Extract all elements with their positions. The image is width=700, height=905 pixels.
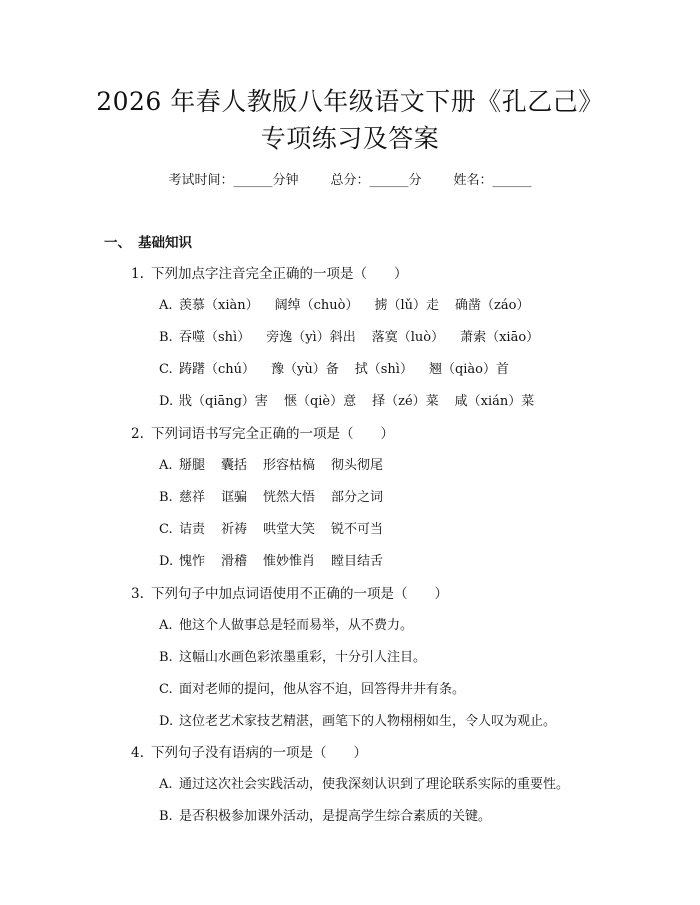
option-word: 诘责 (179, 522, 206, 537)
option-word: 愧怍 (179, 554, 206, 569)
question-1-option-b (159, 326, 555, 345)
option-word: 择（zé）菜 (372, 394, 439, 409)
option-word: 锐不可当 (331, 522, 384, 537)
option-word: 瞠目结舌 (331, 554, 384, 569)
exam-info (0, 169, 700, 188)
document-title: 2026 年春人教版八年级语文下册《孔乙己》 (96, 87, 604, 116)
option-word: 旁逸（yì）斜出 (266, 330, 356, 345)
option-sentence: 是否积极参加课外活动，是提高学生综合素质的关键。 (179, 809, 492, 824)
option-word: 掰腿 (179, 458, 206, 473)
question-text: 下列句子中加点词语使用不正确的一项是（ ） (151, 586, 448, 602)
option-word: 吞噬（shì） (179, 330, 251, 345)
option-label: B. (159, 330, 173, 345)
option-label: A. (159, 458, 173, 473)
option-word: 踌躇（chú） (179, 362, 256, 377)
question-2-option-d (159, 550, 399, 569)
question-1-stem (131, 262, 408, 282)
option-word: 祈祷 (221, 522, 248, 537)
question-4-stem (131, 741, 367, 761)
question-2-stem (131, 422, 394, 442)
question-3-stem (131, 582, 448, 602)
option-label: C. (159, 362, 173, 377)
document-subtitle: 专项练习及答案 (260, 124, 440, 153)
section-heading (104, 231, 192, 251)
question-1-option-d (159, 390, 550, 409)
option-sentence: 面对老师的提问，他从容不迫，回答得井井有条。 (179, 682, 466, 697)
option-label: A. (159, 298, 173, 313)
section-number: 一、 (104, 235, 131, 251)
option-sentence: 这位老艺术家技艺精湛，画笔下的人物栩栩如生，令人叹为观止。 (179, 714, 557, 729)
option-sentence: 他这个人做事总是轻而易举，从不费力。 (179, 618, 414, 633)
option-word: 彻头彻尾 (331, 458, 384, 473)
option-word: 恍然大悟 (263, 490, 316, 505)
option-label: D. (159, 554, 174, 569)
question-number: 4. (131, 745, 144, 761)
question-number: 2. (131, 426, 144, 442)
option-word: 囊括 (221, 458, 248, 473)
option-label: A. (159, 618, 173, 633)
question-text: 下列加点字注音完全正确的一项是（ ） (151, 266, 408, 282)
option-word: 萧索（xiāo） (460, 330, 540, 345)
option-sentence: 通过这次社会实践活动，使我深刻认识到了理论联系实际的重要性。 (179, 777, 570, 792)
option-word: 慈祥 (179, 490, 206, 505)
question-number: 1. (131, 266, 144, 282)
total-score-field: 总分：______分 (330, 173, 422, 188)
option-word: 豫（yù）备 (271, 362, 339, 377)
option-label: C. (159, 682, 173, 697)
option-word: 部分之词 (331, 490, 384, 505)
question-2-option-c (159, 518, 399, 537)
question-text: 下列词语书写完全正确的一项是（ ） (151, 426, 394, 442)
question-4-option-b (159, 805, 491, 824)
option-word: 滑稽 (221, 554, 248, 569)
question-2-option-b (159, 486, 399, 505)
option-word: 羡慕（xiàn） (179, 298, 259, 313)
question-3-option-a (159, 614, 413, 633)
option-word: 诓骗 (221, 490, 248, 505)
section-title: 基础知识 (138, 235, 192, 251)
question-3-option-d (159, 710, 556, 729)
student-name-field: 姓名：______ (453, 173, 532, 188)
question-text: 下列句子没有语病的一项是（ ） (151, 745, 367, 761)
option-word: 翘（qiào）首 (428, 362, 510, 377)
question-3-option-c (159, 678, 465, 697)
option-word: 咸（xián）菜 (454, 394, 535, 409)
option-word: 确凿（záo） (455, 298, 530, 313)
option-sentence: 这幅山水画色彩浓墨重彩，十分引人注目。 (179, 650, 427, 665)
option-label: B. (159, 809, 173, 824)
option-label: B. (159, 650, 173, 665)
question-3-option-b (159, 646, 426, 665)
option-word: 拭（shì） (354, 362, 413, 377)
option-word: 掳（lǔ）走 (374, 298, 440, 313)
option-label: A. (159, 777, 173, 792)
question-number: 3. (131, 586, 144, 602)
question-1-option-a (159, 294, 545, 313)
option-label: D. (159, 394, 174, 409)
option-label: B. (159, 490, 173, 505)
option-word: 惟妙惟肖 (263, 554, 316, 569)
option-label: D. (159, 714, 174, 729)
option-word: 形容枯槁 (263, 458, 316, 473)
question-2-option-a (159, 454, 399, 473)
question-1-option-c (159, 358, 525, 377)
exam-time-field: 考试时间：______分钟 (168, 173, 299, 188)
option-word: 惬（qiè）意 (283, 394, 357, 409)
option-word: 戕（qiāng）害 (179, 394, 268, 409)
option-word: 阔绰（chuò） (274, 298, 359, 313)
option-word: 落寞（luò） (371, 330, 445, 345)
option-word: 哄堂大笑 (263, 522, 316, 537)
question-4-option-a (159, 773, 569, 792)
option-label: C. (159, 522, 173, 537)
